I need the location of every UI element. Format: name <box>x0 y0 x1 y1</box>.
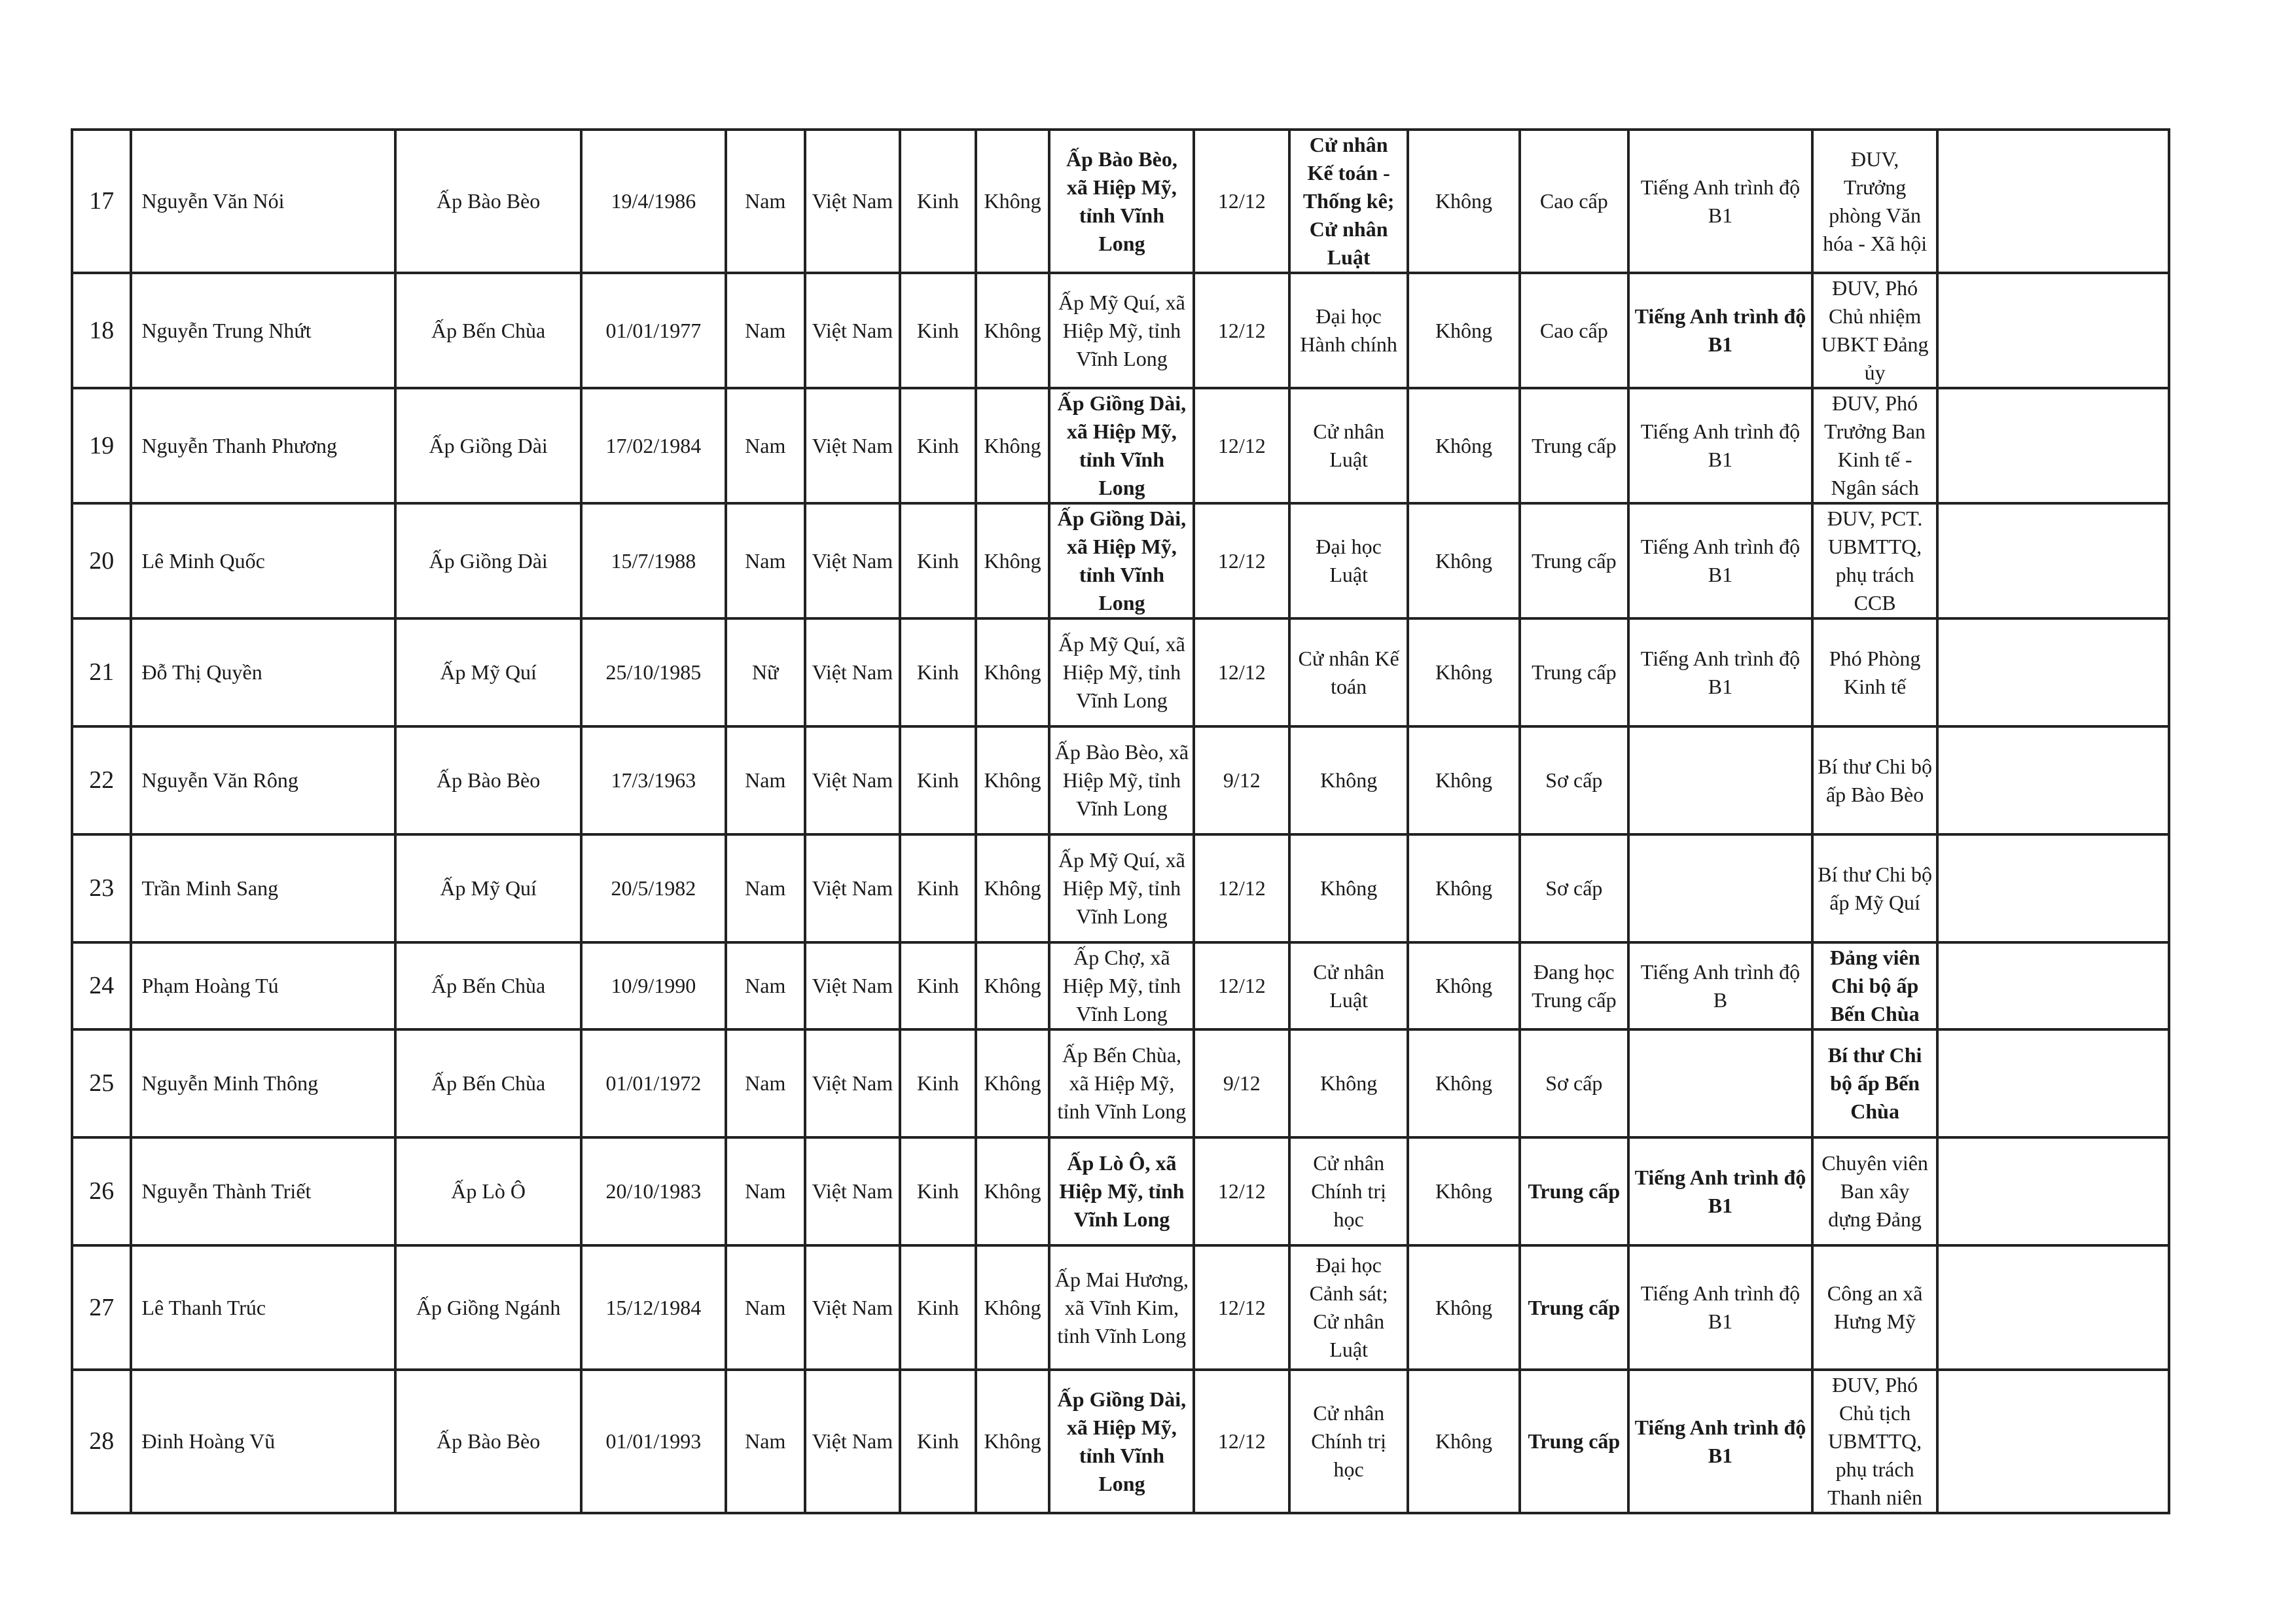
table-row <box>72 503 2169 618</box>
note-cell <box>1937 503 2169 618</box>
hometown-cell: Ấp Mỹ Quí, xã Hiệp Mỹ, tỉnh Vĩnh Long <box>1049 618 1194 726</box>
foreign-language-cell: Tiếng Anh trình độ B1 <box>1628 618 1812 726</box>
professional-qualification-cell: Đại học Hành chính <box>1289 273 1408 388</box>
nationality-cell: Việt Nam <box>805 130 901 273</box>
religion-cell: Không <box>976 503 1050 618</box>
birth-date-cell: 01/01/1977 <box>581 273 726 388</box>
hometown-cell: Ấp Chợ, xã Hiệp Mỹ, tỉnh Vĩnh Long <box>1049 942 1194 1029</box>
stt-cell: 19 <box>72 388 131 503</box>
table-row <box>72 1245 2169 1370</box>
stt-cell: 18 <box>72 273 131 388</box>
general-education-cell: 12/12 <box>1194 1137 1289 1245</box>
foreign-language-cell: Tiếng Anh trình độ B1 <box>1628 1245 1812 1370</box>
ethnicity-cell: Kinh <box>900 1370 976 1513</box>
nationality-cell: Việt Nam <box>805 1137 901 1245</box>
foreign-language-cell <box>1628 1029 1812 1137</box>
general-education-cell: 12/12 <box>1194 618 1289 726</box>
birth-date-cell: 17/3/1963 <box>581 726 726 834</box>
birth-date-cell: 25/10/1985 <box>581 618 726 726</box>
nationality-cell: Việt Nam <box>805 503 901 618</box>
ethnicity-cell: Kinh <box>900 1245 976 1370</box>
name-cell: Nguyễn Thanh Phương <box>131 388 395 503</box>
professional-qualification-cell: Không <box>1289 834 1408 942</box>
gender-cell: Nam <box>726 1245 805 1370</box>
position-cell: Bí thư Chi bộ ấp Mỹ Quí <box>1812 834 1937 942</box>
position-cell: ĐUV, Phó Trưởng Ban Kinh tế - Ngân sách <box>1812 388 1937 503</box>
academic-title-cell: Không <box>1408 273 1520 388</box>
name-cell: Nguyễn Văn Rông <box>131 726 395 834</box>
table-row <box>72 273 2169 388</box>
birth-date-cell: 01/01/1993 <box>581 1370 726 1513</box>
residence-cell: Ấp Giồng Ngánh <box>395 1245 581 1370</box>
table-row <box>72 1029 2169 1137</box>
stt-cell: 22 <box>72 726 131 834</box>
stt-cell: 24 <box>72 942 131 1029</box>
note-cell <box>1937 618 2169 726</box>
foreign-language-cell: Tiếng Anh trình độ B1 <box>1628 388 1812 503</box>
general-education-cell: 12/12 <box>1194 942 1289 1029</box>
religion-cell: Không <box>976 1137 1050 1245</box>
note-cell <box>1937 388 2169 503</box>
professional-qualification-cell: Cử nhân Luật <box>1289 942 1408 1029</box>
birth-date-cell: 01/01/1972 <box>581 1029 726 1137</box>
position-cell: Công an xã Hưng Mỹ <box>1812 1245 1937 1370</box>
professional-qualification-cell: Không <box>1289 1029 1408 1137</box>
residence-cell: Ấp Mỹ Quí <box>395 618 581 726</box>
position-cell: ĐUV, Phó Chủ tịch UBMTTQ, phụ trách Thanh niên <box>1812 1370 1937 1513</box>
gender-cell: Nam <box>726 726 805 834</box>
residence-cell: Ấp Bến Chùa <box>395 942 581 1029</box>
hometown-cell: Ấp Giồng Dài, xã Hiệp Mỹ, tỉnh Vĩnh Long <box>1049 388 1194 503</box>
hometown-cell: Ấp Bào Bèo, xã Hiệp Mỹ, tỉnh Vĩnh Long <box>1049 726 1194 834</box>
position-cell: Bí thư Chi bộ ấp Bến Chùa <box>1812 1029 1937 1137</box>
hometown-cell: Ấp Mỹ Quí, xã Hiệp Mỹ, tỉnh Vĩnh Long <box>1049 273 1194 388</box>
nationality-cell: Việt Nam <box>805 834 901 942</box>
ethnicity-cell: Kinh <box>900 834 976 942</box>
nationality-cell: Việt Nam <box>805 942 901 1029</box>
stt-cell: 20 <box>72 503 131 618</box>
candidate-list-sheet <box>71 128 2170 1514</box>
academic-title-cell: Không <box>1408 726 1520 834</box>
note-cell <box>1937 834 2169 942</box>
name-cell: Nguyễn Minh Thông <box>131 1029 395 1137</box>
birth-date-cell: 20/5/1982 <box>581 834 726 942</box>
academic-title-cell: Không <box>1408 1137 1520 1245</box>
foreign-language-cell: Tiếng Anh trình độ B1 <box>1628 503 1812 618</box>
residence-cell: Ấp Mỹ Quí <box>395 834 581 942</box>
general-education-cell: 9/12 <box>1194 1029 1289 1137</box>
hometown-cell: Ấp Mỹ Quí, xã Hiệp Mỹ, tỉnh Vĩnh Long <box>1049 834 1194 942</box>
religion-cell: Không <box>976 834 1050 942</box>
birth-date-cell: 10/9/1990 <box>581 942 726 1029</box>
name-cell: Nguyễn Văn Nói <box>131 130 395 273</box>
stt-cell: 27 <box>72 1245 131 1370</box>
position-cell: Bí thư Chi bộ ấp Bào Bèo <box>1812 726 1937 834</box>
note-cell <box>1937 1370 2169 1513</box>
political-theory-cell: Cao cấp <box>1520 130 1628 273</box>
name-cell: Lê Minh Quốc <box>131 503 395 618</box>
residence-cell: Ấp Giồng Dài <box>395 503 581 618</box>
stt-cell: 26 <box>72 1137 131 1245</box>
professional-qualification-cell: Cử nhân Kế toán - Thống kê; Cử nhân Luật <box>1289 130 1408 273</box>
general-education-cell: 12/12 <box>1194 503 1289 618</box>
table-row <box>72 942 2169 1029</box>
table-row <box>72 130 2169 273</box>
foreign-language-cell <box>1628 834 1812 942</box>
table-row <box>72 618 2169 726</box>
gender-cell: Nam <box>726 273 805 388</box>
note-cell <box>1937 1137 2169 1245</box>
hometown-cell: Ấp Giồng Dài, xã Hiệp Mỹ, tỉnh Vĩnh Long <box>1049 503 1194 618</box>
general-education-cell: 9/12 <box>1194 726 1289 834</box>
ethnicity-cell: Kinh <box>900 503 976 618</box>
name-cell: Đinh Hoàng Vũ <box>131 1370 395 1513</box>
general-education-cell: 12/12 <box>1194 1370 1289 1513</box>
political-theory-cell: Trung cấp <box>1520 1370 1628 1513</box>
birth-date-cell: 17/02/1984 <box>581 388 726 503</box>
position-cell: ĐUV, PCT. UBMTTQ, phụ trách CCB <box>1812 503 1937 618</box>
academic-title-cell: Không <box>1408 1245 1520 1370</box>
gender-cell: Nam <box>726 1370 805 1513</box>
nationality-cell: Việt Nam <box>805 1029 901 1137</box>
foreign-language-cell <box>1628 726 1812 834</box>
note-cell <box>1937 273 2169 388</box>
residence-cell: Ấp Bến Chùa <box>395 1029 581 1137</box>
religion-cell: Không <box>976 618 1050 726</box>
academic-title-cell: Không <box>1408 618 1520 726</box>
hometown-cell: Ấp Giồng Dài, xã Hiệp Mỹ, tỉnh Vĩnh Long <box>1049 1370 1194 1513</box>
foreign-language-cell: Tiếng Anh trình độ B <box>1628 942 1812 1029</box>
note-cell <box>1937 942 2169 1029</box>
stt-cell: 23 <box>72 834 131 942</box>
position-cell: Phó Phòng Kinh tế <box>1812 618 1937 726</box>
hometown-cell: Ấp Bến Chùa, xã Hiệp Mỹ, tỉnh Vĩnh Long <box>1049 1029 1194 1137</box>
ethnicity-cell: Kinh <box>900 273 976 388</box>
foreign-language-cell: Tiếng Anh trình độ B1 <box>1628 1370 1812 1513</box>
note-cell <box>1937 1029 2169 1137</box>
nationality-cell: Việt Nam <box>805 388 901 503</box>
position-cell: ĐUV, Trưởng phòng Văn hóa - Xã hội <box>1812 130 1937 273</box>
candidate-table <box>71 128 2170 1514</box>
academic-title-cell: Không <box>1408 834 1520 942</box>
position-cell: Chuyên viên Ban xây dựng Đảng <box>1812 1137 1937 1245</box>
table-row <box>72 1137 2169 1245</box>
note-cell <box>1937 1245 2169 1370</box>
religion-cell: Không <box>976 726 1050 834</box>
religion-cell: Không <box>976 1370 1050 1513</box>
stt-cell: 21 <box>72 618 131 726</box>
position-cell: ĐUV, Phó Chủ nhiệm UBKT Đảng ủy <box>1812 273 1937 388</box>
political-theory-cell: Đang học Trung cấp <box>1520 942 1628 1029</box>
academic-title-cell: Không <box>1408 503 1520 618</box>
name-cell: Trần Minh Sang <box>131 834 395 942</box>
professional-qualification-cell: Đại học Cảnh sát; Cử nhân Luật <box>1289 1245 1408 1370</box>
ethnicity-cell: Kinh <box>900 942 976 1029</box>
birth-date-cell: 20/10/1983 <box>581 1137 726 1245</box>
name-cell: Nguyễn Trung Nhứt <box>131 273 395 388</box>
political-theory-cell: Trung cấp <box>1520 1137 1628 1245</box>
position-cell: Đảng viên Chi bộ ấp Bến Chùa <box>1812 942 1937 1029</box>
academic-title-cell: Không <box>1408 1370 1520 1513</box>
academic-title-cell: Không <box>1408 942 1520 1029</box>
general-education-cell: 12/12 <box>1194 130 1289 273</box>
academic-title-cell: Không <box>1408 388 1520 503</box>
foreign-language-cell: Tiếng Anh trình độ B1 <box>1628 1137 1812 1245</box>
religion-cell: Không <box>976 1245 1050 1370</box>
religion-cell: Không <box>976 942 1050 1029</box>
religion-cell: Không <box>976 388 1050 503</box>
residence-cell: Ấp Bào Bèo <box>395 726 581 834</box>
hometown-cell: Ấp Mai Hương, xã Vĩnh Kim, tỉnh Vĩnh Long <box>1049 1245 1194 1370</box>
table-row <box>72 1370 2169 1513</box>
general-education-cell: 12/12 <box>1194 834 1289 942</box>
gender-cell: Nam <box>726 942 805 1029</box>
nationality-cell: Việt Nam <box>805 1370 901 1513</box>
nationality-cell: Việt Nam <box>805 273 901 388</box>
professional-qualification-cell: Cử nhân Chính trị học <box>1289 1370 1408 1513</box>
residence-cell: Ấp Giồng Dài <box>395 388 581 503</box>
professional-qualification-cell: Cử nhân Chính trị học <box>1289 1137 1408 1245</box>
residence-cell: Ấp Lò Ô <box>395 1137 581 1245</box>
academic-title-cell: Không <box>1408 1029 1520 1137</box>
general-education-cell: 12/12 <box>1194 1245 1289 1370</box>
foreign-language-cell: Tiếng Anh trình độ B1 <box>1628 273 1812 388</box>
stt-cell: 17 <box>72 130 131 273</box>
ethnicity-cell: Kinh <box>900 726 976 834</box>
birth-date-cell: 15/12/1984 <box>581 1245 726 1370</box>
political-theory-cell: Trung cấp <box>1520 388 1628 503</box>
gender-cell: Nam <box>726 130 805 273</box>
ethnicity-cell: Kinh <box>900 618 976 726</box>
note-cell <box>1937 726 2169 834</box>
nationality-cell: Việt Nam <box>805 618 901 726</box>
political-theory-cell: Cao cấp <box>1520 273 1628 388</box>
political-theory-cell: Trung cấp <box>1520 503 1628 618</box>
birth-date-cell: 15/7/1988 <box>581 503 726 618</box>
political-theory-cell: Trung cấp <box>1520 618 1628 726</box>
name-cell: Đỗ Thị Quyền <box>131 618 395 726</box>
political-theory-cell: Sơ cấp <box>1520 726 1628 834</box>
religion-cell: Không <box>976 130 1050 273</box>
stt-cell: 25 <box>72 1029 131 1137</box>
political-theory-cell: Trung cấp <box>1520 1245 1628 1370</box>
table-row <box>72 726 2169 834</box>
candidate-table-body <box>72 130 2169 1513</box>
hometown-cell: Ấp Bào Bèo, xã Hiệp Mỹ, tỉnh Vĩnh Long <box>1049 130 1194 273</box>
professional-qualification-cell: Cử nhân Kế toán <box>1289 618 1408 726</box>
political-theory-cell: Sơ cấp <box>1520 1029 1628 1137</box>
residence-cell: Ấp Bến Chùa <box>395 273 581 388</box>
birth-date-cell: 19/4/1986 <box>581 130 726 273</box>
residence-cell: Ấp Bào Bèo <box>395 1370 581 1513</box>
table-row <box>72 834 2169 942</box>
gender-cell: Nam <box>726 1029 805 1137</box>
academic-title-cell: Không <box>1408 130 1520 273</box>
gender-cell: Nam <box>726 1137 805 1245</box>
gender-cell: Nam <box>726 503 805 618</box>
ethnicity-cell: Kinh <box>900 388 976 503</box>
religion-cell: Không <box>976 1029 1050 1137</box>
gender-cell: Nam <box>726 834 805 942</box>
note-cell <box>1937 130 2169 273</box>
ethnicity-cell: Kinh <box>900 1029 976 1137</box>
name-cell: Phạm Hoàng Tú <box>131 942 395 1029</box>
professional-qualification-cell: Đại học Luật <box>1289 503 1408 618</box>
professional-qualification-cell: Không <box>1289 726 1408 834</box>
nationality-cell: Việt Nam <box>805 1245 901 1370</box>
nationality-cell: Việt Nam <box>805 726 901 834</box>
hometown-cell: Ấp Lò Ô, xã Hiệp Mỹ, tỉnh Vĩnh Long <box>1049 1137 1194 1245</box>
religion-cell: Không <box>976 273 1050 388</box>
residence-cell: Ấp Bào Bèo <box>395 130 581 273</box>
table-row <box>72 388 2169 503</box>
gender-cell: Nam <box>726 388 805 503</box>
political-theory-cell: Sơ cấp <box>1520 834 1628 942</box>
professional-qualification-cell: Cử nhân Luật <box>1289 388 1408 503</box>
foreign-language-cell: Tiếng Anh trình độ B1 <box>1628 130 1812 273</box>
ethnicity-cell: Kinh <box>900 1137 976 1245</box>
name-cell: Nguyễn Thành Triết <box>131 1137 395 1245</box>
general-education-cell: 12/12 <box>1194 273 1289 388</box>
gender-cell: Nữ <box>726 618 805 726</box>
general-education-cell: 12/12 <box>1194 388 1289 503</box>
name-cell: Lê Thanh Trúc <box>131 1245 395 1370</box>
stt-cell: 28 <box>72 1370 131 1513</box>
ethnicity-cell: Kinh <box>900 130 976 273</box>
